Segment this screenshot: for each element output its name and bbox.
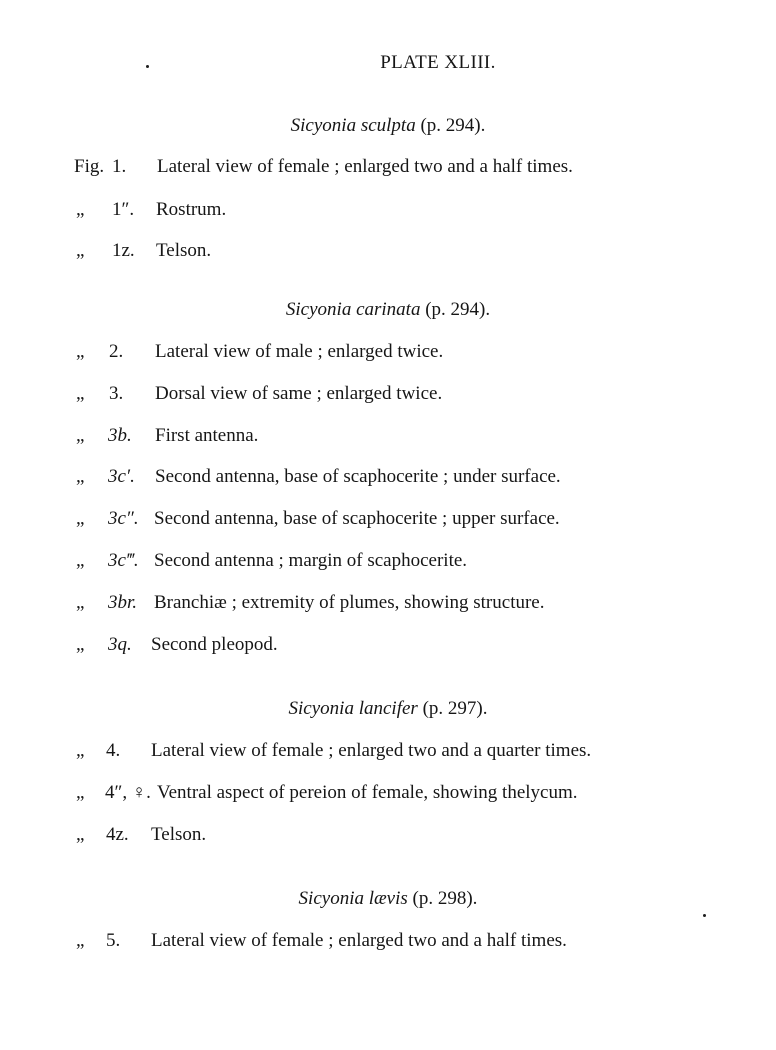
figure-prefix: Fig. [74, 156, 105, 177]
figure-number: 3b. [108, 425, 132, 446]
ink-speck [703, 914, 706, 917]
figure-description: Telson. [151, 824, 207, 845]
figure-number: 4. [106, 740, 121, 761]
figure-description: First antenna. [155, 425, 259, 446]
figure-number: 2. [109, 341, 124, 362]
figure-entry [0, 199, 776, 225]
ditto-mark: „ [76, 425, 85, 446]
figure-number: 3c′. [108, 466, 135, 487]
figure-number: 3br. [108, 592, 138, 613]
figure-entry [0, 824, 776, 850]
ditto-mark: „ [76, 592, 85, 613]
figure-description: Second pleopod. [151, 634, 278, 655]
figure-number: 5. [106, 930, 121, 951]
section-heading-lancifer [0, 698, 776, 720]
ditto-mark: „ [76, 930, 85, 951]
species-name: Sicyonia lancifer [288, 698, 418, 719]
ditto-mark: „ [76, 508, 85, 529]
figure-description: Second antenna ; margin of scaphocerite. [154, 550, 468, 571]
section-heading-carinata [0, 299, 776, 321]
figure-number: 1z. [112, 240, 135, 261]
figure-entry [0, 782, 776, 808]
figure-number: 4z. [106, 824, 129, 845]
ditto-mark: „ [76, 383, 85, 404]
figure-number: 3. [109, 383, 124, 404]
figure-entry [0, 592, 776, 618]
section-heading-laevis [0, 888, 776, 910]
page-reference: (p. 298). [412, 888, 478, 909]
species-name: Sicyonia sculpta [290, 115, 416, 136]
figure-entry [0, 466, 776, 492]
figure-entry [0, 930, 776, 956]
figure-number: 4″, ♀. [105, 782, 151, 803]
ditto-mark: „ [76, 240, 85, 261]
ditto-mark: „ [76, 824, 85, 845]
figure-number: 3c‴. [108, 550, 139, 571]
figure-entry [0, 341, 776, 367]
species-name: Sicyonia carinata [285, 299, 421, 320]
figure-entry [0, 550, 776, 576]
figure-entry [0, 240, 776, 266]
figure-entry [0, 634, 776, 660]
figure-description: Telson. [156, 240, 212, 261]
section-heading-sculpta [0, 115, 776, 137]
figure-description: Lateral view of male ; enlarged twice. [155, 341, 444, 362]
figure-entry [0, 740, 776, 766]
species-name: Sicyonia lævis [298, 888, 408, 909]
figure-number: 1. [112, 156, 127, 177]
ditto-mark: „ [76, 634, 85, 655]
page-reference: (p. 294). [425, 299, 491, 320]
ditto-mark: „ [76, 550, 85, 571]
figure-description: Dorsal view of same ; enlarged twice. [155, 383, 443, 404]
figure-description: Branchiæ ; extremity of plumes, showing structure. [154, 592, 545, 613]
figure-description: Second antenna, base of scaphocerite ; upper surface. [154, 508, 560, 529]
ditto-mark: „ [76, 740, 85, 761]
figure-description: Lateral view of female ; enlarged two and a half times. [157, 156, 573, 177]
figure-entry [0, 508, 776, 534]
figure-description: Rostrum. [156, 199, 227, 220]
figure-number: 3q. [108, 634, 132, 655]
figure-description: Lateral view of female ; enlarged two and a quarter times. [151, 740, 592, 761]
figure-description: Second antenna, base of scaphocerite ; under surface. [155, 466, 561, 487]
plate-title: PLATE XLIII. [380, 52, 496, 73]
ditto-mark: „ [76, 341, 85, 362]
figure-description: Ventral aspect of pereion of female, showing thelycum. [157, 782, 578, 803]
ditto-mark: „ [76, 466, 85, 487]
page-reference: (p. 294). [420, 115, 486, 136]
figure-number: 3c″. [108, 508, 139, 529]
figure-entry [0, 156, 776, 182]
figure-description: Lateral view of female ; enlarged two and a half times. [151, 930, 567, 951]
page-reference: (p. 297). [422, 698, 488, 719]
ditto-mark: „ [76, 199, 85, 220]
figure-number: 1″. [112, 199, 135, 220]
figure-entry [0, 425, 776, 451]
ditto-mark: „ [76, 782, 85, 803]
figure-entry [0, 383, 776, 409]
